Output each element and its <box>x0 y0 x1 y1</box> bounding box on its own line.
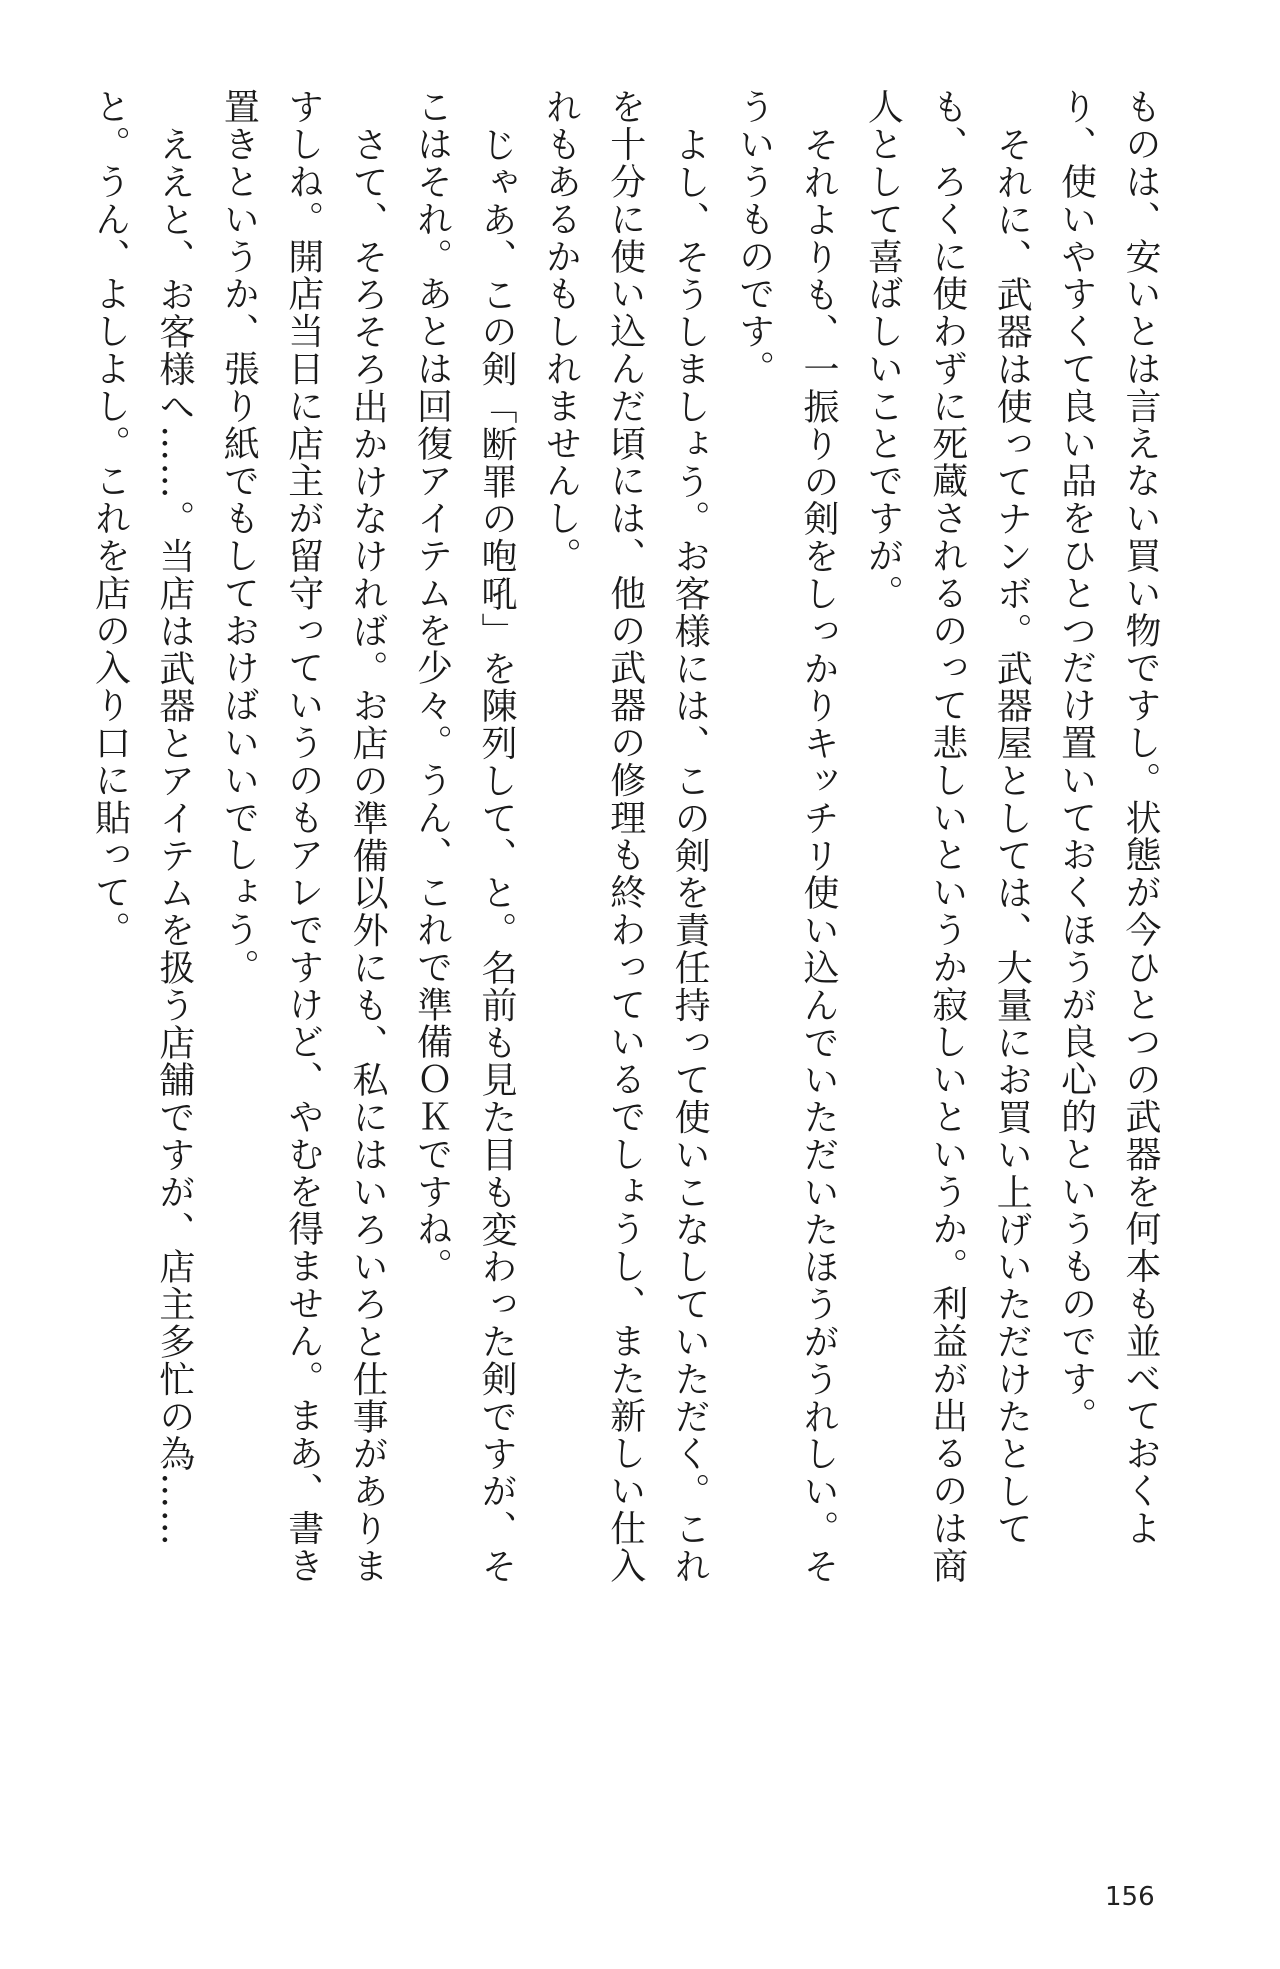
text-column: り、使いやすくて良い品をひとつだけ置いておくほうが良心的というものです。 <box>1055 88 1097 1435</box>
text-column: こはそれ。あとは回復アイテムを少々。うん、これで準備ＯＫですね。 <box>411 88 453 1285</box>
text-column: も、ろくに使わずに死蔵されるのって悲しいというか寂しいというか。利益が出るのは商 <box>926 88 968 1584</box>
text-column: ええと、お客様へ……。当店は武器とアイテムを扱う店舗ですが、店主多忙の為…… <box>153 125 195 1547</box>
text-column: それに、武器は使ってナンボ。武器屋としては、大量にお買い上げいただけたとして <box>991 125 1033 1547</box>
text-column: と。うん、よしよし。これを店の入り口に貼って。 <box>89 88 131 949</box>
text-column: よし、そうしましょう。お客様には、この剣を責任持って使いこなしていただく。これ <box>669 125 711 1585</box>
body-text <box>77 88 1172 1648</box>
text-column: じゃあ、この剣「断罪の咆吼」を陳列して、と。名前も見た目も変わった剣ですが、そ <box>475 125 517 1585</box>
text-column: さて、そろそろ出かけなければ。お店の準備以外にも、私にはいろいろと仕事がありま <box>347 125 389 1585</box>
text-column: 置きというか、張り紙でもしておけばいいでしょう。 <box>218 88 260 986</box>
text-column: ういうものです。 <box>733 88 775 388</box>
text-column: 人として喜ばしいことですが。 <box>862 88 904 612</box>
text-column: それよりも、一振りの剣をしっかりキッチリ使い込んでいただいたほうがうれしい。そ <box>797 125 839 1585</box>
text-column: れもあるかもしれませんし。 <box>540 88 582 575</box>
text-column: を十分に使い込んだ頃には、他の武器の修理も終わっているでしょうし、また新しい仕入 <box>604 88 646 1584</box>
page-number: 156 <box>1105 1882 1155 1912</box>
text-column: ものは、安いとは言えない買い物ですし。状態が今ひとつの武器を何本も並べておくよ <box>1120 88 1161 1547</box>
text-column: すしね。開店当日に店主が留守っていうのもアレですけど、やむを得ません。まあ、書き <box>282 88 324 1584</box>
